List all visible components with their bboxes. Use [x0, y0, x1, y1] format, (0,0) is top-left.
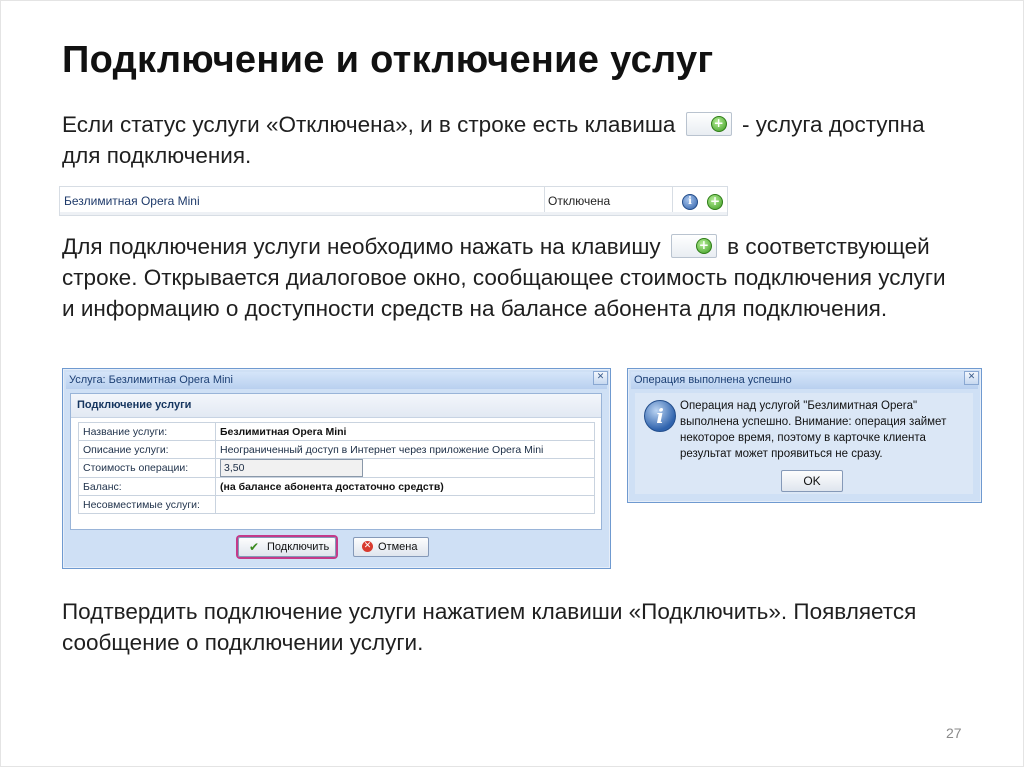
cancel-button-label: Отмена	[378, 541, 418, 553]
plus-icon: +	[711, 116, 727, 132]
slide-title: Подключение и отключение услуг	[62, 39, 714, 81]
row-value	[216, 496, 595, 514]
paragraph-status-text-2: - услуга доступна для подключения.	[62, 112, 925, 168]
cancel-button[interactable]	[353, 537, 429, 557]
panel-title: Подключение услуги	[71, 394, 601, 418]
checkmark-icon: ✔	[249, 540, 260, 554]
connect-button-label: Подключить	[267, 541, 330, 553]
row-value: Неограниченный доступ в Интернет через приложение Opera Mini	[216, 441, 595, 459]
close-icon[interactable]: ✕	[964, 371, 979, 385]
info-icon: i	[644, 400, 676, 432]
dialog-panel	[70, 393, 602, 530]
table-row	[79, 423, 595, 441]
service-status: Отключена	[548, 194, 611, 208]
paragraph-status-text-1: Если статус услуги «Отключена», и в строке есть клавиша	[62, 112, 676, 137]
row-stripe	[60, 212, 727, 215]
ok-button[interactable]: OK	[781, 470, 843, 492]
table-row	[79, 478, 595, 496]
dialog-title: Операция выполнена успешно	[631, 372, 978, 389]
row-value: (на балансе абонента достаточно средств)	[216, 478, 595, 496]
cost-field: 3,50	[220, 459, 363, 477]
row-label: Несовместимые услуги:	[79, 496, 216, 514]
paragraph-status	[62, 109, 962, 171]
paragraph-connect-text-2: в соответствующей строке. Открывается диалоговое окно, сообщающее стоимость подключения услуги и информацию о доступности средств на балансе абонента для подключения.	[62, 234, 946, 321]
table-row	[79, 496, 595, 514]
service-details-table	[78, 422, 595, 514]
connect-service-dialog	[62, 368, 611, 569]
dialog-button-bar	[70, 531, 600, 561]
connect-button[interactable]	[238, 537, 336, 557]
table-row	[79, 459, 595, 478]
column-divider	[544, 187, 545, 215]
table-row	[79, 441, 595, 459]
close-icon[interactable]: ✕	[593, 371, 608, 385]
cancel-icon: ✕	[363, 541, 372, 551]
success-message: Операция над услугой "Безлимитная Opera" выполнена успешно. Внимание: операция займет некоторое время, поэтому в карточке клиента результат может проявиться не сразу.	[680, 400, 947, 460]
add-key-example	[686, 112, 732, 136]
row-label: Описание услуги:	[79, 441, 216, 459]
row-value-cell	[216, 459, 595, 478]
paragraph-confirm: Подтвердить подключение услуги нажатием клавиши «Подключить». Появляется сообщение о подключении услуги.	[62, 599, 917, 655]
add-key-example	[671, 234, 717, 258]
paragraph-connect-text-1: Для подключения услуги необходимо нажать на клавишу	[62, 234, 661, 259]
paragraph-connect	[62, 231, 962, 324]
plus-icon: +	[696, 238, 712, 254]
success-dialog	[627, 368, 982, 503]
row-label: Баланс:	[79, 478, 216, 496]
row-value: Безлимитная Opera Mini	[216, 423, 595, 441]
add-service-icon[interactable]: +	[707, 194, 723, 210]
row-label: Стоимость операции:	[79, 459, 216, 478]
column-divider	[672, 187, 673, 215]
dialog-body	[635, 393, 973, 494]
service-row	[59, 186, 728, 216]
service-name: Безлимитная Opera Mini	[64, 194, 200, 208]
dialog-title: Услуга: Безлимитная Opera Mini	[66, 372, 607, 389]
page-number: 27	[946, 725, 962, 741]
info-icon[interactable]: i	[682, 194, 698, 210]
row-label: Название услуги:	[79, 423, 216, 441]
